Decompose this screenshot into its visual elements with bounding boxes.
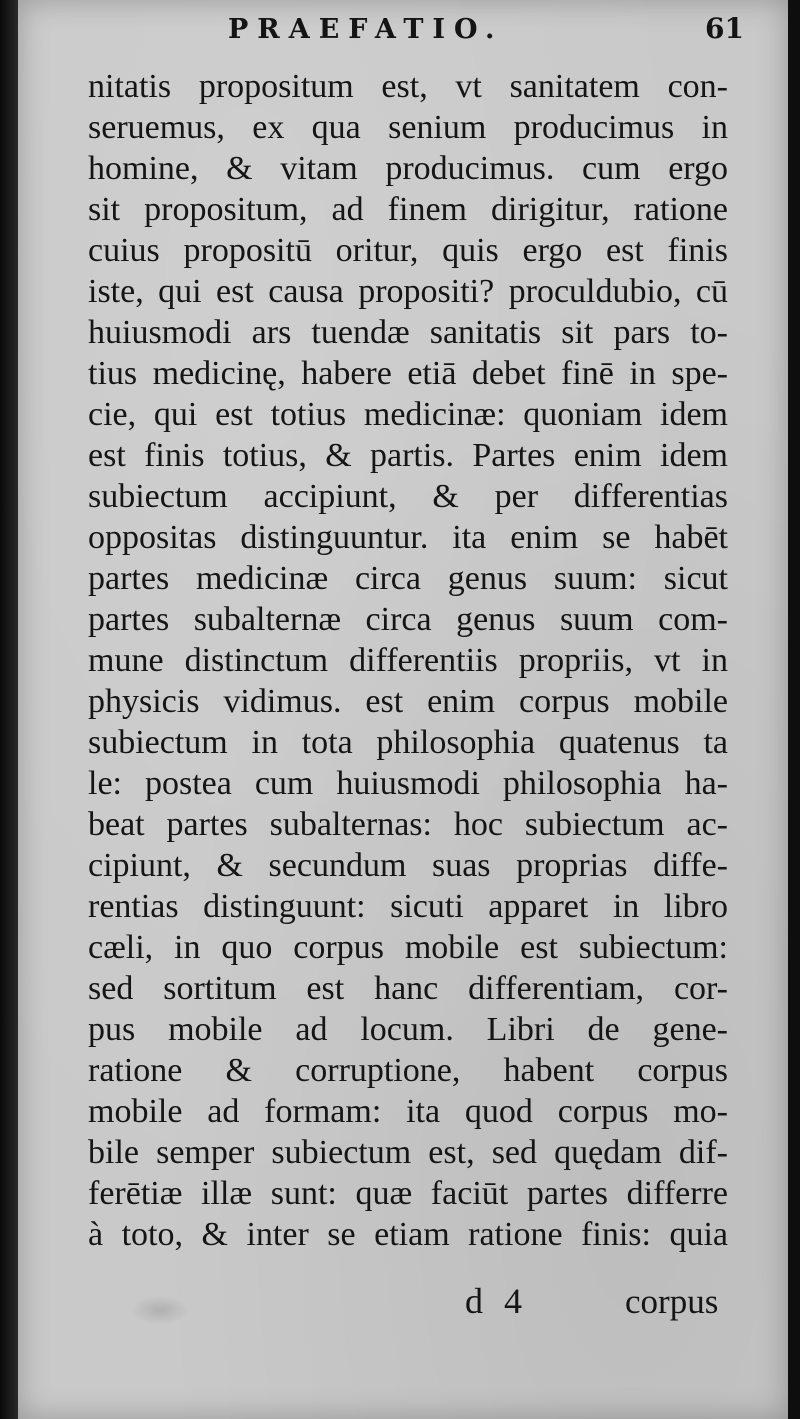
text-line: huiusmodi ars tuendæ sanitatis sit pars to- xyxy=(88,314,728,351)
text-line: sed sortitum est hanc differentiam, cor- xyxy=(88,970,728,1007)
text-line: sit propositum, ad finem dirigitur, ratione xyxy=(88,191,728,228)
text-line: partes medicinæ circa genus suum: sicut xyxy=(88,560,728,597)
text-line: pus mobile ad locum. Libri de gene- xyxy=(88,1011,728,1048)
text-line: cuius propositū oritur, quis ergo est finis xyxy=(88,232,728,269)
text-line: physicis vidimus. est enim corpus mobile xyxy=(88,683,728,720)
text-line: cie, qui est totius medicinæ: quoniam idem xyxy=(88,396,728,433)
running-head: PRAEFATIO. xyxy=(228,14,504,45)
text-line: beat partes subalternas: hoc subiectum ac- xyxy=(88,806,728,843)
page-footer xyxy=(0,1280,800,1330)
text-line: subiectum in tota philosophia quatenus ta xyxy=(88,724,728,761)
text-line: iste, qui est causa propositi? proculdubio, cū xyxy=(88,273,728,310)
binding-edge xyxy=(0,0,18,1419)
text-line: mobile ad formam: ita quod corpus mo- xyxy=(88,1093,728,1130)
text-line: partes subalternæ circa genus suum com- xyxy=(88,601,728,638)
text-line: ferētiæ illæ sunt: quæ faciūt partes differre xyxy=(88,1175,728,1212)
text-line: bile semper subiectum est, sed quędam dif- xyxy=(88,1134,728,1171)
text-line: mune distinctum differentiis propriis, vt in xyxy=(88,642,728,679)
text-line: oppositas distinguuntur. ita enim se habēt xyxy=(88,519,728,556)
page-header xyxy=(0,12,800,52)
text-line: nitatis propositum est, vt sanitatem con- xyxy=(88,68,728,105)
text-line: homine, & vitam producimus. cum ergo xyxy=(88,150,728,187)
text-line: seruemus, ex qua senium producimus in xyxy=(88,109,728,146)
text-line: cipiunt, & secundum suas proprias diffe- xyxy=(88,847,728,884)
text-line: subiectum accipiunt, & per differentias xyxy=(88,478,728,515)
text-line: rentias distinguunt: sicuti apparet in libro xyxy=(88,888,728,925)
text-line: ratione & corruptione, habent corpus xyxy=(88,1052,728,1089)
text-line: est finis totius, & partis. Partes enim idem xyxy=(88,437,728,474)
page-number: 61 xyxy=(705,12,744,45)
text-line: cæli, in quo corpus mobile est subiectum: xyxy=(88,929,728,966)
text-line: à toto, & inter se etiam ratione finis: quia xyxy=(88,1216,728,1253)
catchword: corpus xyxy=(625,1282,719,1321)
text-line: le: postea cum huiusmodi philosophia ha- xyxy=(88,765,728,802)
text-line: tius medicinę, habere etiā debet finē in spe- xyxy=(88,355,728,392)
body-text xyxy=(88,66,748,1255)
signature-mark: d 4 xyxy=(465,1281,528,1321)
